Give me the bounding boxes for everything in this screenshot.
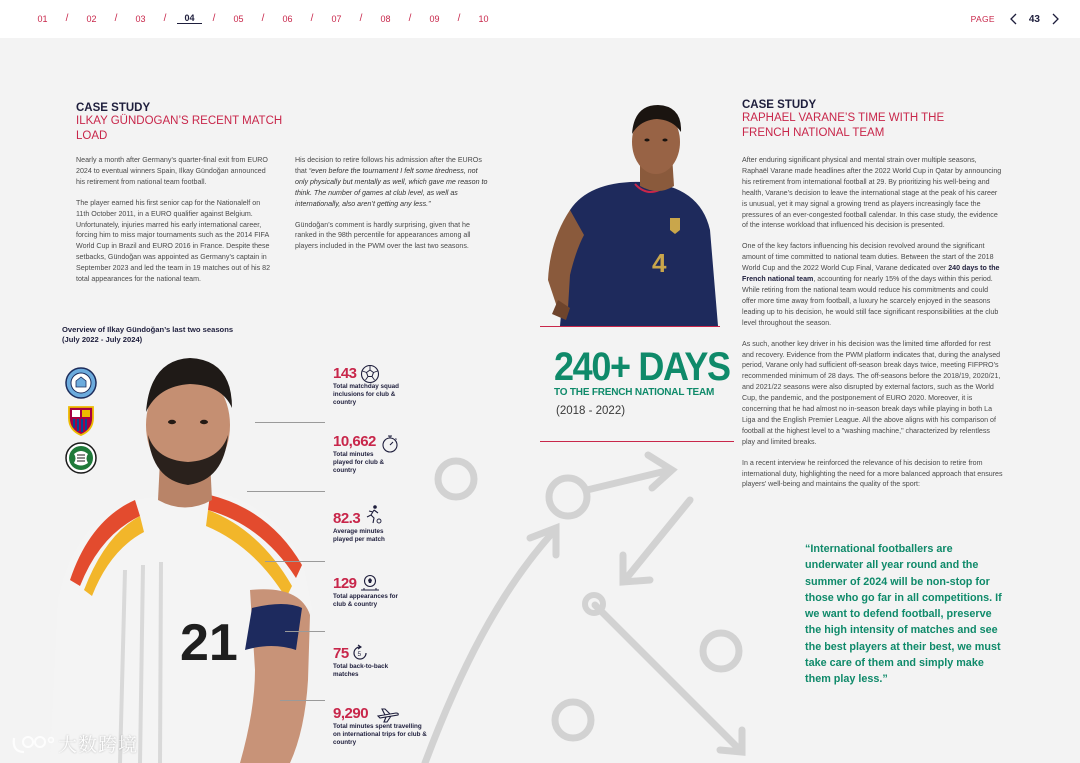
stat-label: Total minutes spent travelling on international trips for club & country xyxy=(333,723,427,747)
case-study-varane xyxy=(742,99,1002,141)
watermark-text: 大数跨境 xyxy=(58,734,139,756)
varane-text-column xyxy=(742,155,1004,500)
previous-page-button[interactable] xyxy=(1007,12,1021,26)
stopwatch-icon xyxy=(380,434,400,454)
next-page-button[interactable] xyxy=(1048,12,1062,26)
paragraph: Gündoğan’s comment is hardly surprising, given that he ranked in the 98th percentile for appearances among all players included in the PWM over the last two seasons. xyxy=(295,220,471,251)
gundogan-text-column-2 xyxy=(295,155,490,262)
football-icon xyxy=(360,364,380,384)
svg-text:21: 21 xyxy=(180,614,238,672)
stat-matchday-squad xyxy=(333,365,443,408)
page-number: 43 xyxy=(1028,13,1040,25)
overview-period: (July 2022 - July 2024) xyxy=(62,335,143,344)
case-study-title: RAPHAEL VARANE’S TIME WITH THE FRENCH NATIONAL TEAM xyxy=(742,112,945,139)
case-study-title: ILKAY GÜNDOGAN’S RECENT MATCH LOAD xyxy=(76,115,283,142)
stat-value: 75 xyxy=(333,645,349,662)
stat-divider xyxy=(280,700,325,701)
chapter-link-02[interactable]: 02 xyxy=(86,13,97,24)
chapter-link-07[interactable]: 07 xyxy=(331,13,342,24)
stat-divider xyxy=(265,561,325,562)
stat-value: 9,290 xyxy=(333,705,369,722)
case-study-label: CASE STUDY xyxy=(76,102,151,114)
stat-value: 129 xyxy=(333,575,357,592)
paragraph: After enduring significant physical and mental strain over multiple seasons, Raphaël Varane made headlines after the 2022 World Cup in Qatar by announcing his retirement from international football at 29. By prioritizing his well-being and health, Varane’s decision to leave the international stage at the peak of his career is unusual, yet it may signal a growing trend as players increasingly face the pressures of an ever-congested football calendar. In this case study, the evidence of the intense workload that influenced his decision is presented. xyxy=(742,156,1002,230)
stat-label: Total minutes played for club & country xyxy=(333,451,385,475)
chapter-link-05[interactable]: 05 xyxy=(233,13,244,24)
paragraph: Nearly a month after Germany’s quarter-final exit from EURO 2024 to eventual winners Spain, Ilkay Gündoğan announced his retirement from national team football. xyxy=(76,156,268,186)
paragraph: As such, another key driver in his decision was the limited time afforded for rest and recovery. Evidence from the PWM platform indicates that, during the analysed period, Varane only had sufficient off-season break days twice, meeting FIFPRO’s recommended minimum of 28 days. The off-seasons before the 2018/19, 2020/21, and 2021/22 seasons were also disrupted by external factors, such as the World Cup, the pandemic, and the postponement of EURO 2020. Moreover, it is concerning that he had almost no in-season break days while playing in both La Liga and the English Premier League. All the above aligns with his comparison of football at the highest level to a "washing machine," characterized by relentless play and limited breaks. xyxy=(742,339,1001,446)
photo-divider xyxy=(540,326,720,327)
ball-pitch-icon xyxy=(360,573,380,593)
chapter-nav: 01 / 02 / 03 / 04 / 05 / 06 / 07 / 08 / 09 / 10 xyxy=(30,13,496,24)
watermark-logo-icon xyxy=(10,732,54,756)
stat-value: 82.3 xyxy=(333,510,361,527)
highlight-240-days: 240 days to the French national team xyxy=(742,264,1000,284)
stat-appearances xyxy=(333,575,443,609)
stat-back-to-back xyxy=(333,645,443,679)
gundogan-player-photo xyxy=(40,350,330,763)
chevron-left-icon xyxy=(1009,13,1019,25)
big-stat-divider xyxy=(540,441,734,442)
chapter-link-03[interactable]: 03 xyxy=(135,13,146,24)
overview-title: Overview of Ilkay Gündoğan’s last two seasons xyxy=(62,325,234,334)
stat-total-minutes xyxy=(333,433,443,476)
varane-player-photo xyxy=(540,100,720,326)
chapter-link-10[interactable]: 10 xyxy=(478,13,489,24)
chapter-link-06[interactable]: 06 xyxy=(282,13,293,24)
stat-divider xyxy=(247,491,325,492)
big-stat-period: (2018 - 2022) xyxy=(556,405,626,417)
stat-value: 10,662 xyxy=(333,433,376,450)
watermark xyxy=(10,730,138,757)
case-study-gundogan xyxy=(76,102,316,144)
chapter-link-04-active[interactable]: 04 xyxy=(177,13,202,24)
varane-pull-quote: “International footballers are underwater all year round and the summer of 2024 will be non-stop for those who go far in all competitions. If we want to defend football, preserve the high intensity of matches and see the best players at their best, we must take care of them and simply make them play less.” xyxy=(805,543,1002,686)
overview-heading xyxy=(62,325,302,345)
pager xyxy=(971,12,1062,26)
case-study-label: CASE STUDY xyxy=(742,99,817,111)
paragraph: In a recent interview he reinforced the relevance of his decision to retire from international duty, highlighting the need for a more balanced approach that ensures players’ well-being and maintains the quality of the sport: xyxy=(742,458,1003,489)
airplane-icon xyxy=(376,705,400,725)
gundogan-text-column-1 xyxy=(76,155,271,295)
svg-text:4: 4 xyxy=(652,248,667,278)
chevron-right-icon xyxy=(1050,13,1060,25)
gundogan-quote: “even before the tournament I felt some tiredness, not only physically but mentally as well, which gave me reason to think. The number of games at club level, as well as internationally, also aren’t getting any less.” xyxy=(295,166,488,208)
repeat-clock-icon xyxy=(350,643,370,663)
stat-average-minutes xyxy=(333,510,443,544)
stat-travel-minutes xyxy=(333,705,438,748)
stat-label: Total appearances for club & country xyxy=(333,593,398,609)
stat-divider xyxy=(255,422,325,423)
big-stat-value: 240+ DAYS xyxy=(554,345,730,389)
top-navigation xyxy=(0,0,1080,38)
svg-text:5: 5 xyxy=(357,651,362,658)
paragraph: One of the key factors influencing his decision revolved around the significant amount of time committed to national team duties. Between the start of the 2018 World Cup and the 2022 World Cup Final, Varane dedicated over 240 days to the French national team, accounting for nearly 15% of the days within this period. While retiring from the national team would reduce his commitments and could offer more time away from football, a luxury he scarcely enjoyed in the seasons leading up to his decision, he would still face significant responsibilities at the club level throughout the season. xyxy=(742,242,1000,327)
big-stat-caption: TO THE FRENCH NATIONAL TEAM xyxy=(554,387,715,398)
chapter-link-09[interactable]: 09 xyxy=(429,13,440,24)
stat-label: Total matchday squad inclusions for club & country xyxy=(333,383,400,407)
chapter-link-01[interactable]: 01 xyxy=(37,13,48,24)
stat-value: 143 xyxy=(333,365,357,382)
paragraph: His decision to retire follows his admission after the EUROs that “even before the tournament I felt some tiredness, not only physically but mentally as well, which gave me reason to think. The number of games at club level, as well as internationally, also aren’t getting any less.” xyxy=(295,156,488,208)
stat-label: Total back-to-back matches xyxy=(333,663,389,679)
chapter-link-08[interactable]: 08 xyxy=(380,13,391,24)
stat-divider xyxy=(285,631,325,632)
player-kick-icon xyxy=(363,504,383,524)
page-label: PAGE xyxy=(970,14,995,24)
stat-label: Average minutes played per match xyxy=(333,528,385,544)
paragraph: The player earned his first senior cap for the Nationalelf on 11th October 2011, in a EURO qualifier against Belgium. Unfortunately, injuries marred his early international career, forcing him to miss major tournaments such as the 2014 FIFA World Cup in Brazil and EURO 2016 in France. Despite these setbacks, Gündoğan was appointed as Germany’s captain in September 2023 and led the team in 19 matches out of his 82 total appearances for the national team. xyxy=(76,198,271,284)
